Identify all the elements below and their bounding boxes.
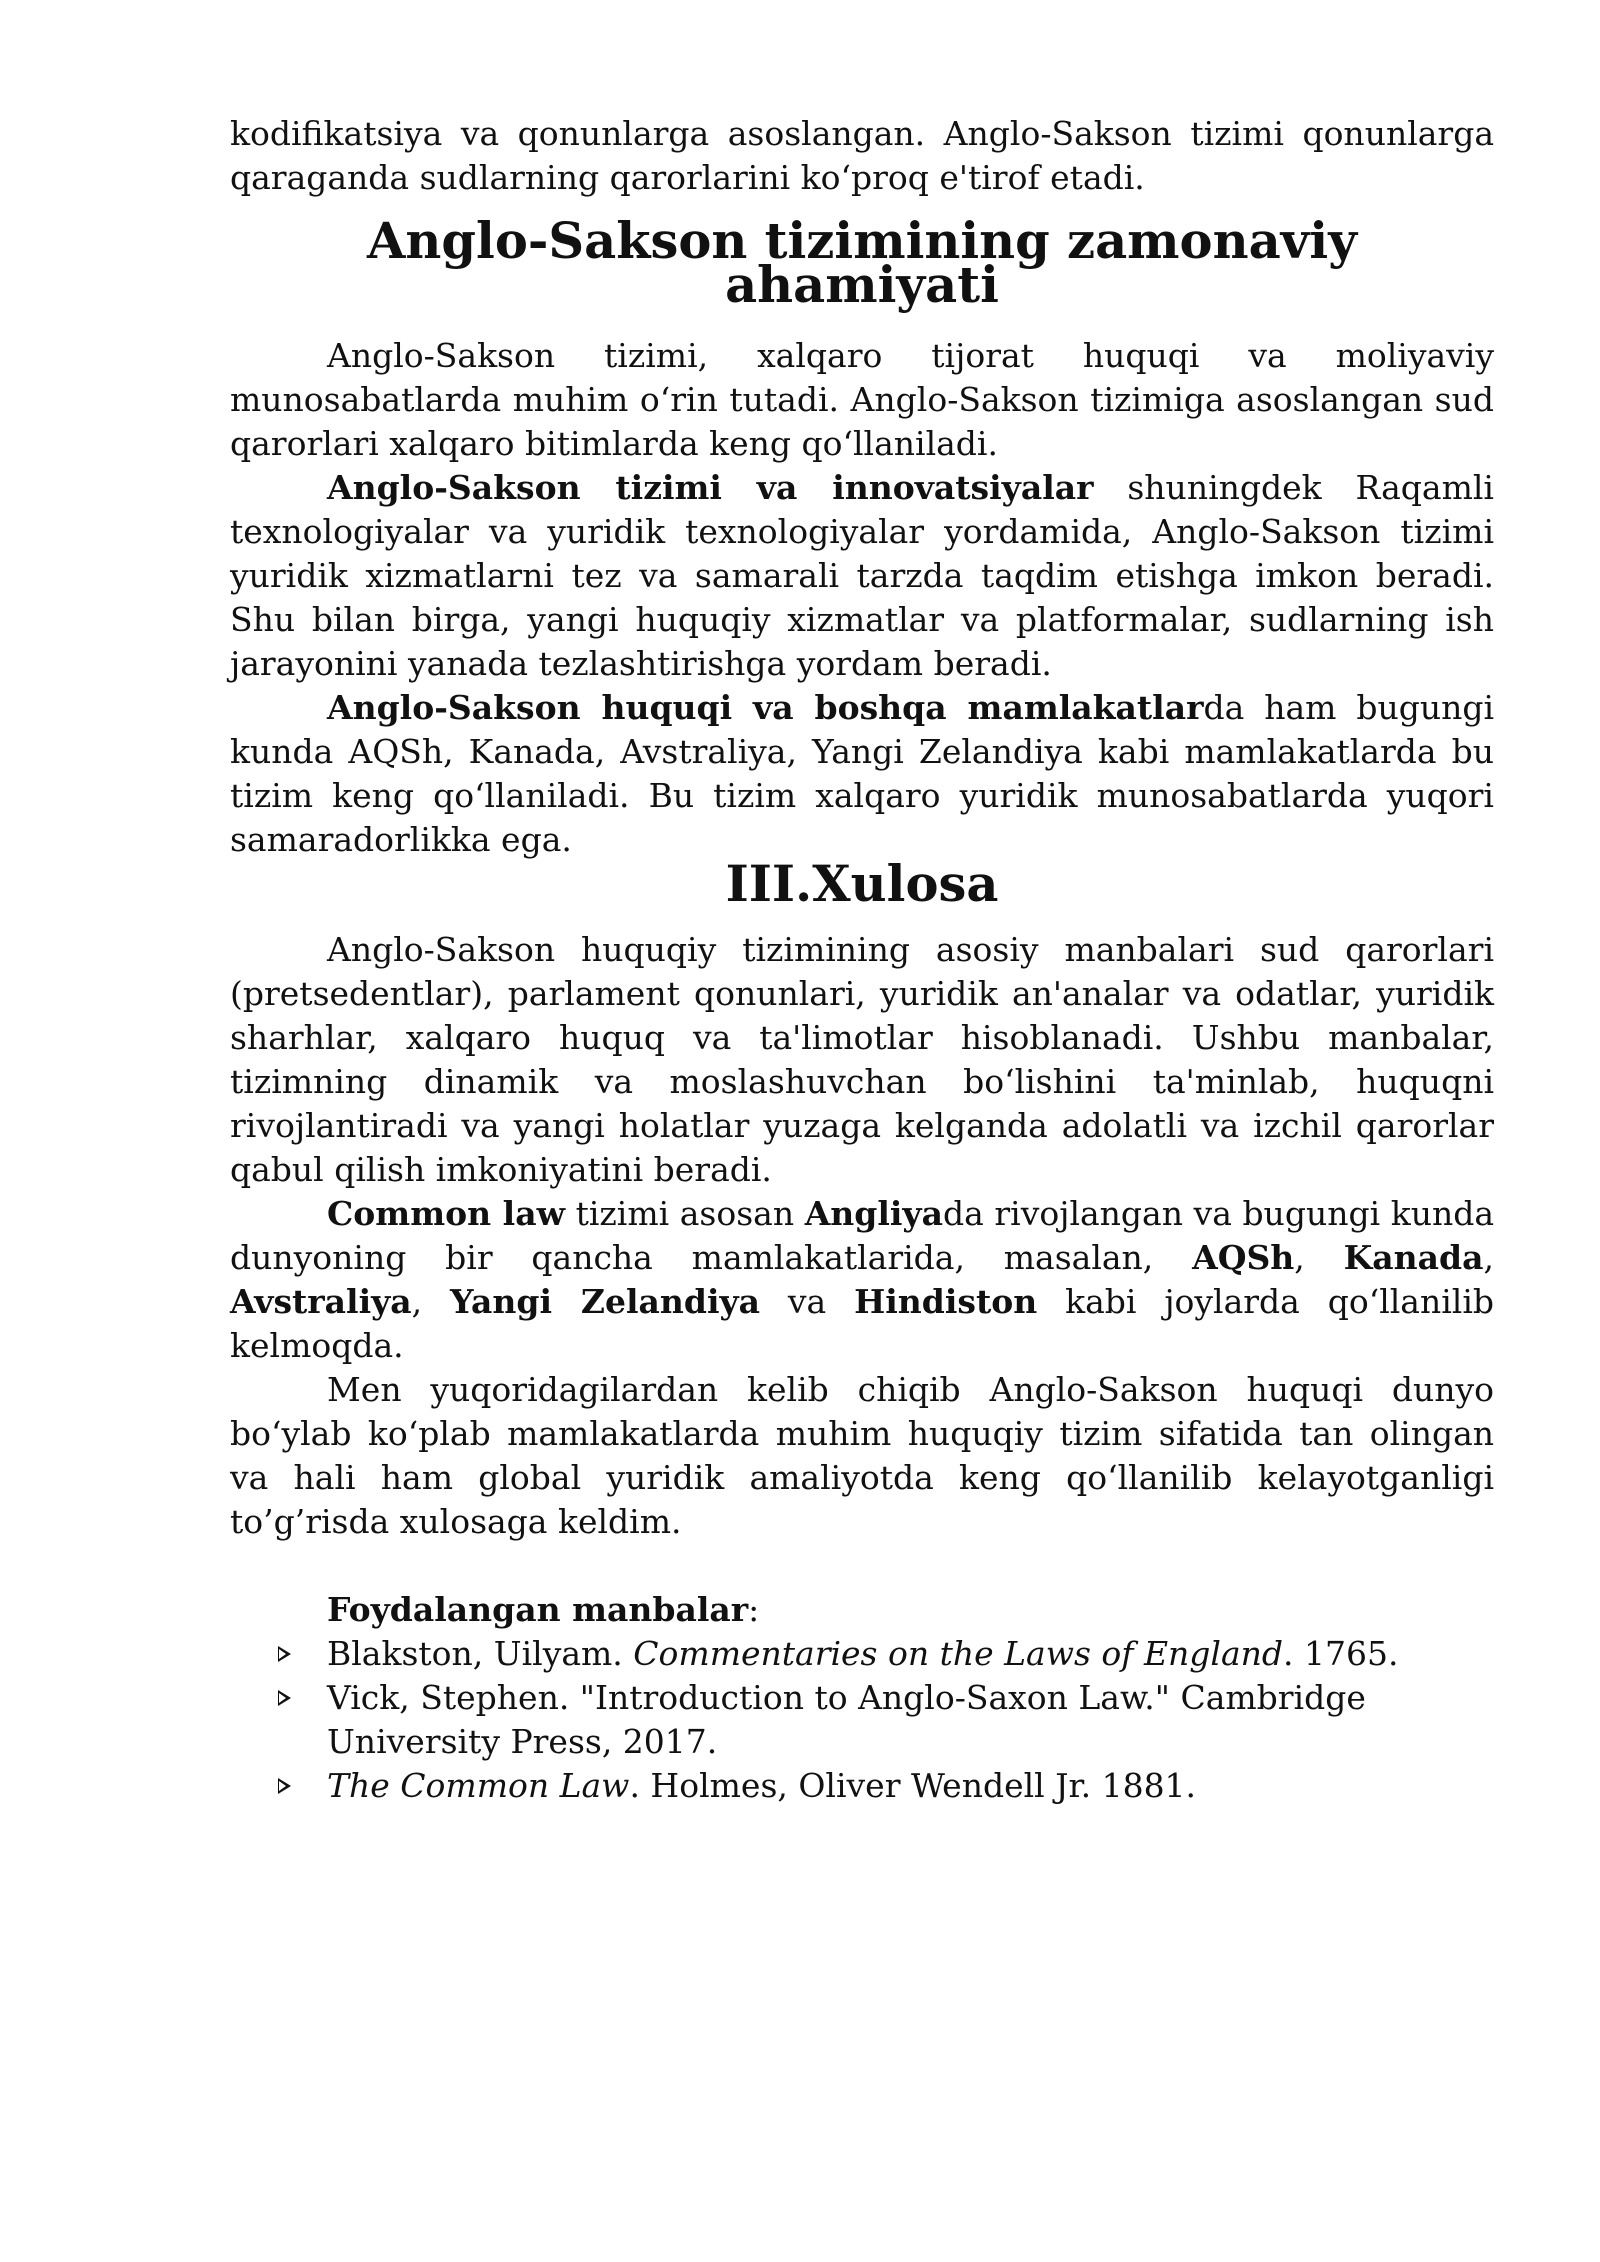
innovations-term: Anglo-Sakson tizimi va innovatsiyalar xyxy=(327,468,1094,507)
modern-paragraph-3-text: da ham bugungi kunda AQSh, Kanada, Avstraliya, Yangi Zelandiya kabi mamlakatlarda bu tizim keng qoʻllaniladi. Bu tizim xalqaro yuridik munosabatlarda yuqori samaradorlikka ega. xyxy=(230,688,1495,859)
intro-paragraph: kodifikatsiya va qonunlarga asoslangan. Anglo-Sakson tizimi qonunlarga qaraganda sudlarning qarorlarini koʻproq e'tirof etadi. xyxy=(230,114,1494,197)
term-angliya: Angliya xyxy=(804,1194,943,1233)
sources-title-text: Foydalangan manbalar xyxy=(327,1590,749,1629)
text-run: da rivojlangan va bugungi kunda dunyoning bir qancha mamlakatlarida, masalan, xyxy=(230,1194,1494,1277)
section-heading-modern: Anglo-Sakson tizimining zamonaviy ahamiyati xyxy=(367,212,1357,314)
source-item xyxy=(230,1764,1494,1808)
document-page xyxy=(230,112,1494,1808)
source-title-italic: Commentaries on the Laws of England xyxy=(633,1634,1284,1673)
modern-paragraph-3 xyxy=(230,686,1494,862)
arrowhead-bullet-icon xyxy=(278,1690,291,1706)
text-run: , xyxy=(411,1282,451,1321)
term-yangi-zelandiya: Yangi Zelandiya xyxy=(450,1282,761,1321)
conclusion-paragraph-3: Men yuqoridagilardan kelib chiqib Anglo-Sakson huquqi dunyo boʻylab koʻplab mamlakatlarda muhim huquqiy tizim sifatida tan olingan va hali ham global yuridik amaliyotda keng qoʻllanilib kelayotganligi to’g’risda xulosaga keldim. xyxy=(230,1370,1494,1541)
text-run: va xyxy=(760,1282,855,1321)
conclusion-heading: III.Xulosa xyxy=(725,855,999,913)
text-run: , xyxy=(1294,1238,1344,1277)
arrowhead-bullet-icon xyxy=(278,1646,291,1662)
source-text: Vick, Stephen. "Introduction to Anglo-Saxon Law." Cambridge University Press, 2017. xyxy=(327,1678,1366,1761)
source-title-italic: The Common Law xyxy=(327,1766,630,1805)
modern-paragraph-2 xyxy=(230,466,1494,686)
modern-paragraph-2-text: shuningdek Raqamli texnologiyalar va yuridik texnologiyalar yordamida, Anglo-Sakson tizimi yuridik xizmatlarni tez va samarali tarzda taqdim etishga imkon beradi. Shu bilan birga, yangi huquqiy xizmatlar va platformalar, sudlarning ish jarayonini yanada tezlashtirishga yordam beradi. xyxy=(230,468,1494,683)
text-run: , xyxy=(1483,1238,1494,1277)
modern-paragraph-1: Anglo-Sakson tizimi, xalqaro tijorat huquqi va moliyaviy munosabatlarda muhim oʻrin tutadi. Anglo-Sakson tizimiga asoslangan sud qarorlari xalqaro bitimlarda keng qoʻllaniladi. xyxy=(230,336,1494,463)
conclusion-paragraph-2 xyxy=(230,1192,1494,1368)
sources-title xyxy=(230,1588,1494,1632)
term-avstraliya: Avstraliya xyxy=(230,1282,412,1321)
term-aqsh: AQSh xyxy=(1192,1238,1295,1277)
conclusion-paragraph-1: Anglo-Sakson huquqiy tizimining asosiy manbalari sud qarorlari (pretsedentlar), parlament qonunlari, yuridik an'analar va odatlar, yuridik sharhlar, xalqaro huquq va ta'limotlar hisoblanadi. Ushbu manbalar, tizimning dinamik va moslashuvchan boʻlishini ta'minlab, huquqni rivojlantiradi va yangi holatlar yuzaga kelganda adolatli va izchil qarorlar qabul qilish imkoniyatini beradi. xyxy=(230,930,1494,1189)
text-run: tizimi asosan xyxy=(565,1194,805,1233)
term-common-law: Common law xyxy=(327,1194,566,1233)
source-text: . Holmes, Oliver Wendell Jr. 1881. xyxy=(629,1766,1197,1805)
source-item xyxy=(230,1632,1494,1676)
source-text: . 1765. xyxy=(1283,1634,1399,1673)
sources-list xyxy=(230,1632,1494,1808)
text-run: kabi joylarda qoʻllanilib kelmoqda. xyxy=(230,1282,1495,1365)
other-countries-term: Anglo-Sakson huquqi va boshqa mamlakatlar xyxy=(327,688,1204,727)
source-item xyxy=(230,1676,1494,1764)
arrowhead-bullet-icon xyxy=(278,1778,291,1794)
term-hindiston: Hindiston xyxy=(854,1282,1038,1321)
sources-title-colon: : xyxy=(748,1590,760,1629)
term-kanada: Kanada xyxy=(1343,1238,1484,1277)
source-text: Blakston, Uilyam. xyxy=(327,1634,634,1673)
